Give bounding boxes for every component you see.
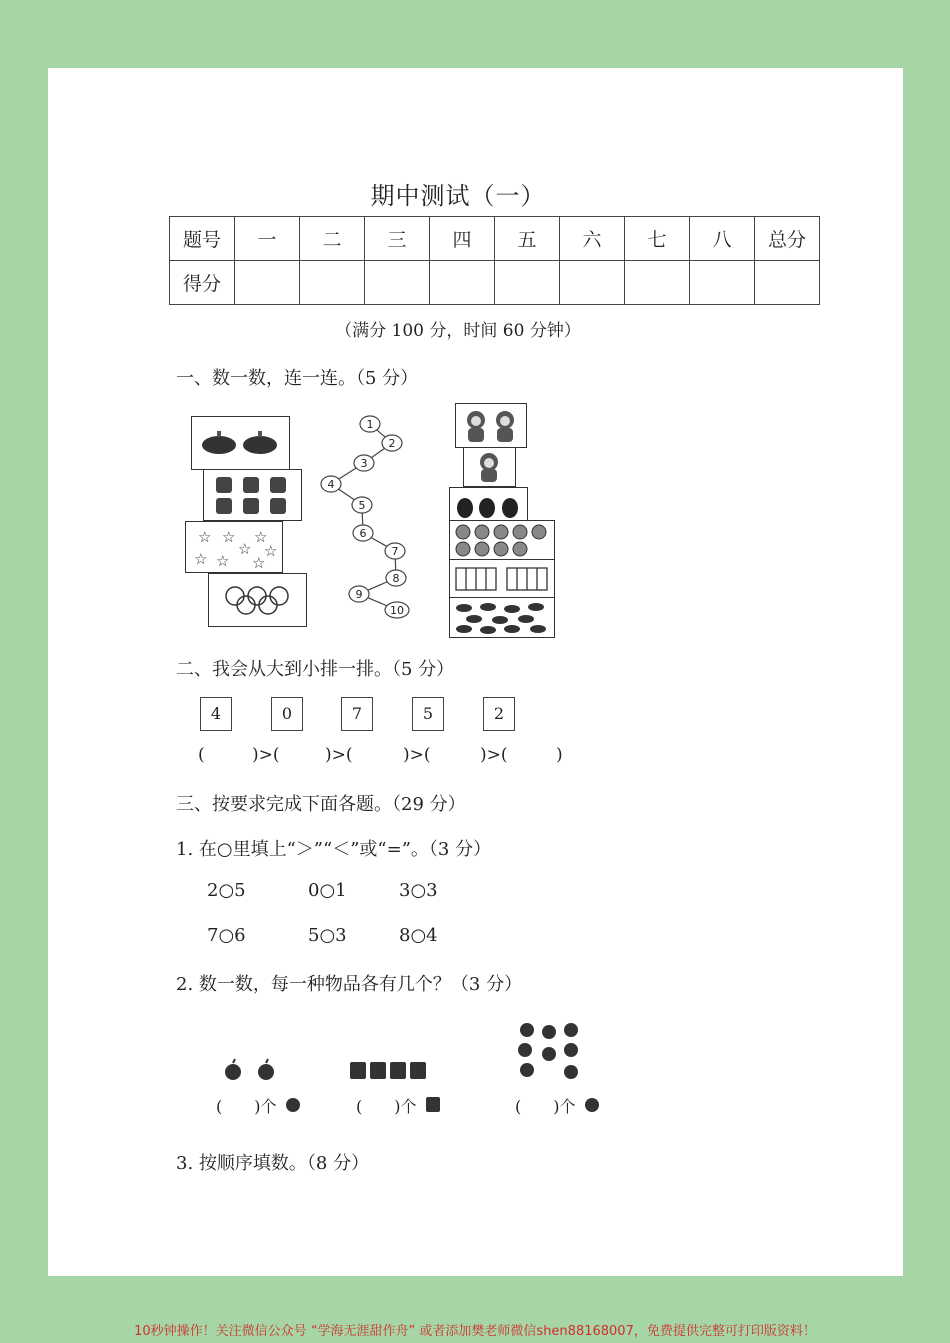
- picture-box-stars: [185, 521, 283, 573]
- cabbage-icon: [204, 470, 301, 520]
- number-box: 4: [200, 697, 232, 731]
- score-table-header-row: [170, 217, 820, 261]
- path-number: 10: [390, 604, 404, 617]
- svg-text:☆: ☆: [252, 554, 266, 572]
- answer-blank[interactable]: [358, 749, 398, 767]
- promo-footer: 10秒钟操作！关注微信公众号 “学海无涯甜作舟” 或者添加樊老师微信shen88168007，免费提供完整可打印版资料！: [134, 1324, 816, 1339]
- answer-paren: )>(: [403, 745, 431, 765]
- comparison-item[interactable]: 7○6: [207, 925, 246, 946]
- olympic-rings-icon: [209, 574, 306, 626]
- ball-icon: [583, 1094, 601, 1114]
- score-blank-cell[interactable]: [430, 261, 495, 305]
- picture-box-leaves: [449, 597, 555, 638]
- answer-blank[interactable]: [436, 749, 476, 767]
- eggplant-icon: [450, 488, 527, 521]
- svg-text:☆: ☆: [238, 540, 252, 558]
- score-cell: 总分: [755, 217, 820, 261]
- number-path: [313, 408, 413, 626]
- number-box: 5: [412, 697, 444, 731]
- score-blank-cell[interactable]: [560, 261, 625, 305]
- comparison-item[interactable]: 8○4: [399, 925, 438, 946]
- count-blank-apple[interactable]: ( )个: [216, 1097, 277, 1116]
- svg-text:☆: ☆: [264, 542, 278, 560]
- path-number: 1: [366, 418, 374, 431]
- exam-note: （满分 100 分，时间 60 分钟）: [335, 321, 581, 341]
- picture-box-cups: [449, 559, 555, 599]
- picture-box-eggplants: [449, 487, 528, 522]
- score-blank-cell[interactable]: [625, 261, 690, 305]
- picture-box-single-monkey: [463, 447, 516, 487]
- path-number: 4: [327, 478, 335, 491]
- score-table-score-row: [170, 261, 820, 305]
- count-blank-mug[interactable]: ( )个: [356, 1097, 417, 1116]
- number-box: 7: [341, 697, 373, 731]
- question3-text: 3. 按顺序填数。（8 分）: [176, 1153, 370, 1174]
- answer-paren: )>(: [252, 745, 280, 765]
- score-blank-cell[interactable]: [690, 261, 755, 305]
- apple-icon: [284, 1094, 302, 1114]
- path-number: 5: [358, 499, 366, 512]
- score-cell: 八: [690, 217, 755, 261]
- section3-heading: 三、按要求完成下面各题。（29 分）: [176, 794, 466, 815]
- svg-text:☆: ☆: [254, 528, 268, 546]
- score-cell: 四: [430, 217, 495, 261]
- number-box: 2: [483, 697, 515, 731]
- svg-text:☆: ☆: [198, 528, 212, 546]
- monkey-icon: [464, 448, 515, 486]
- peppers-icon: [192, 417, 289, 469]
- apple-group: [218, 1016, 278, 1086]
- score-cell: 二: [300, 217, 365, 261]
- picture-box-rings: [208, 573, 307, 627]
- mug-group: [348, 1056, 432, 1086]
- score-cell: 一: [235, 217, 300, 261]
- comparison-item[interactable]: 5○3: [308, 925, 347, 946]
- path-number: 2: [388, 437, 396, 450]
- path-number: 3: [360, 457, 368, 470]
- page-title: 期中测试（一）: [370, 182, 546, 210]
- score-cell: 五: [495, 217, 560, 261]
- question2-text: 2. 数一数，每一种物品各有几个？（3 分）: [176, 974, 523, 995]
- picture-box-monkeys: [455, 403, 527, 448]
- ball-icon: [450, 521, 554, 560]
- comparison-item[interactable]: 2○5: [207, 880, 246, 901]
- section1-heading: 一、数一数，连一连。（5 分）: [176, 368, 419, 389]
- worksheet-page: [48, 68, 903, 1276]
- score-blank-cell[interactable]: [365, 261, 430, 305]
- comparison-item[interactable]: 0○1: [308, 880, 347, 901]
- answer-blank[interactable]: [209, 749, 249, 767]
- path-number: 9: [355, 588, 363, 601]
- score-label-cell: 得分: [170, 261, 235, 305]
- svg-text:☆: ☆: [222, 528, 236, 546]
- stars-icon: [186, 522, 282, 572]
- score-blank-cell[interactable]: [495, 261, 560, 305]
- cup-icon: [450, 560, 554, 598]
- number-box: 0: [271, 697, 303, 731]
- leaf-icon: [450, 598, 554, 637]
- answer-paren: )>(: [480, 745, 508, 765]
- picture-box-peppers: [191, 416, 290, 470]
- section2-heading: 二、我会从大到小排一排。（5 分）: [176, 659, 455, 680]
- score-cell: 题号: [170, 217, 235, 261]
- answer-blank[interactable]: [513, 749, 553, 767]
- score-blank-cell[interactable]: [300, 261, 365, 305]
- path-number: 7: [391, 545, 399, 558]
- comparison-item[interactable]: 3○3: [399, 880, 438, 901]
- path-number: 6: [359, 527, 367, 540]
- answer-paren: )>(: [325, 745, 353, 765]
- score-cell: 七: [625, 217, 690, 261]
- score-cell: 三: [365, 217, 430, 261]
- answer-blank[interactable]: [282, 749, 322, 767]
- monkey-icon: [456, 404, 526, 447]
- count-blank-ball[interactable]: ( )个: [515, 1097, 576, 1116]
- answer-paren: ): [556, 745, 563, 765]
- svg-text:☆: ☆: [194, 550, 208, 568]
- svg-text:☆: ☆: [216, 552, 230, 570]
- mug-icon: [424, 1094, 442, 1114]
- question1-text: 1. 在○里填上“＞”“＜”或“=”。（3 分）: [176, 839, 492, 860]
- path-number: 8: [392, 572, 400, 585]
- score-cell: 六: [560, 217, 625, 261]
- answer-paren: (: [198, 745, 205, 765]
- score-blank-cell[interactable]: [755, 261, 820, 305]
- ball-group: [513, 1018, 585, 1088]
- picture-box-cabbages: [203, 469, 302, 521]
- score-table: [169, 216, 820, 305]
- score-blank-cell[interactable]: [235, 261, 300, 305]
- picture-box-balls: [449, 520, 555, 561]
